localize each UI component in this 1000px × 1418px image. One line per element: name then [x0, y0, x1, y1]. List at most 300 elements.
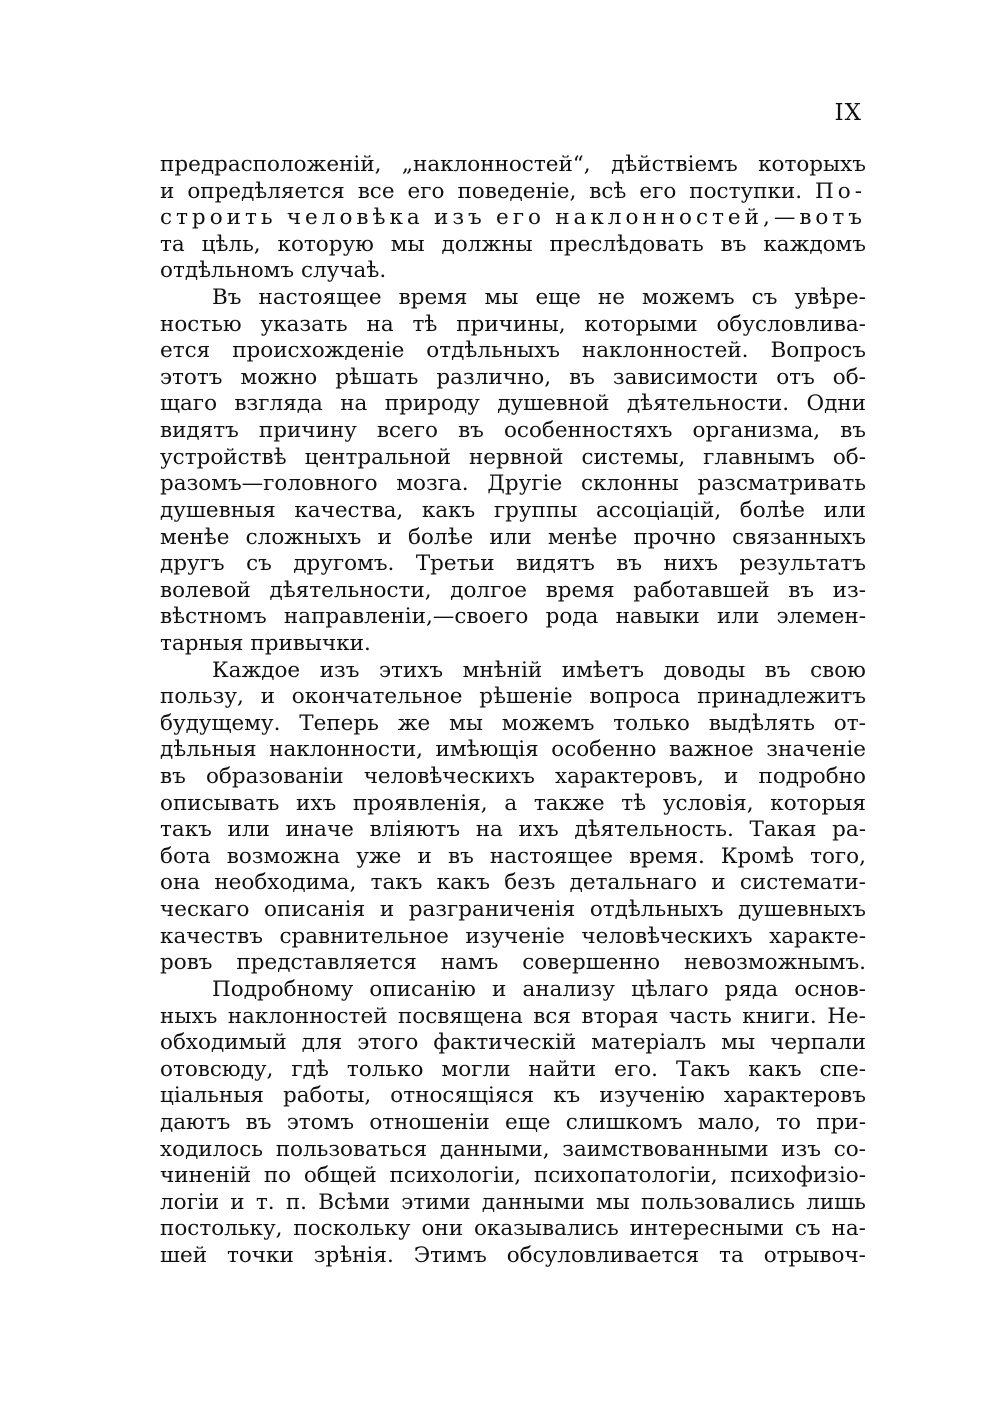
- word: настоящее: [489, 843, 613, 869]
- word: данными,: [439, 1136, 550, 1162]
- word: элемен-: [776, 604, 866, 630]
- word: Не-: [827, 1003, 866, 1029]
- text-line: [160, 1083, 866, 1110]
- word: въ: [458, 418, 484, 444]
- word: изъ: [319, 657, 360, 683]
- word: обусловлива-: [716, 311, 866, 337]
- word: ходилось: [160, 1136, 263, 1162]
- word: Такая: [749, 817, 817, 843]
- word: описывать: [160, 790, 280, 816]
- word: душевныхъ: [738, 897, 866, 923]
- word: которыхъ: [758, 152, 866, 177]
- word: об-: [832, 364, 866, 390]
- word: фактическiй: [433, 1030, 577, 1056]
- word: видятъ: [160, 418, 239, 444]
- word: волевой: [160, 577, 251, 603]
- word: и: [379, 897, 395, 923]
- word: анализу: [522, 976, 615, 1002]
- word: время: [398, 285, 468, 311]
- word: спе-: [819, 1056, 866, 1082]
- word: сравнительное: [279, 923, 449, 949]
- text-line: [160, 578, 866, 605]
- word: данными: [481, 1189, 585, 1215]
- text-line: [160, 1216, 866, 1243]
- word: при-: [816, 1109, 866, 1135]
- word: отдѣльныхъ: [426, 338, 560, 364]
- word: образованiи: [205, 764, 344, 790]
- word: на: [475, 817, 503, 843]
- word: окончательное: [291, 684, 463, 710]
- word: его: [639, 178, 677, 204]
- word: природу: [384, 391, 480, 417]
- text-line: [160, 977, 866, 1004]
- word: а: [504, 790, 518, 816]
- word: и: [260, 684, 275, 710]
- word: въ: [245, 1109, 272, 1135]
- page-number: IX: [834, 100, 862, 126]
- text-line: [160, 232, 866, 259]
- word: уже: [356, 843, 402, 869]
- word: его: [407, 178, 445, 204]
- word: время.: [629, 843, 705, 869]
- word: они: [421, 1216, 464, 1242]
- word: ра-: [832, 817, 866, 843]
- word: ныхъ: [160, 1003, 218, 1029]
- word: съ: [246, 551, 272, 577]
- word: характе-: [769, 923, 866, 949]
- word: обходимый: [160, 1030, 287, 1056]
- word: поскольку: [293, 1216, 411, 1242]
- word: предрасположенiй,: [160, 152, 382, 177]
- word: книги.: [742, 1003, 817, 1029]
- word: мало,: [697, 1109, 761, 1135]
- word: или: [823, 497, 866, 523]
- text-line: [160, 604, 866, 631]
- word: или: [227, 817, 270, 843]
- word: слишкомъ: [565, 1109, 683, 1135]
- word: съ: [794, 1216, 821, 1242]
- word: нихъ: [663, 551, 719, 577]
- word: долгое: [450, 577, 528, 603]
- word: по: [263, 1163, 292, 1189]
- word: дѣйствiемъ: [611, 152, 738, 177]
- word: намъ: [440, 950, 499, 976]
- word: также: [533, 790, 605, 816]
- word: Одни: [806, 391, 866, 417]
- text-line: [160, 1137, 866, 1164]
- word: „наклонностей“,: [401, 152, 591, 177]
- word: даютъ: [160, 1109, 231, 1135]
- word: все: [357, 178, 395, 204]
- word: отовсюду,: [160, 1056, 274, 1082]
- word: описанiя: [264, 897, 366, 923]
- text-line: [160, 152, 866, 179]
- word: наклонности,: [269, 737, 424, 763]
- text-line: [160, 1190, 866, 1217]
- word: мы: [595, 1189, 630, 1215]
- word: можемъ: [642, 285, 735, 311]
- text-line: [160, 924, 866, 951]
- word: еще: [505, 1109, 551, 1135]
- word: причины,: [456, 311, 566, 337]
- text-line: [160, 205, 866, 232]
- word: навыки: [615, 604, 700, 630]
- word: съ: [751, 285, 778, 311]
- word: нервной: [468, 444, 564, 470]
- text-line: [160, 737, 866, 764]
- word: организма,: [692, 418, 821, 444]
- word: невозможнымъ.: [684, 950, 866, 976]
- word: изъ: [781, 1136, 821, 1162]
- word: заимствованными: [562, 1136, 769, 1162]
- word: на: [340, 391, 368, 417]
- word: поведенiе,: [457, 178, 577, 204]
- word: щаго: [160, 391, 218, 417]
- word: наклонностей.: [581, 338, 749, 364]
- word: Каждое: [212, 657, 301, 683]
- word: разомъ—головного: [160, 471, 378, 497]
- word: склонны: [580, 471, 679, 497]
- word: Третьи: [415, 551, 495, 577]
- word: ихъ: [518, 817, 559, 843]
- word: значенiе: [766, 737, 866, 763]
- word: разсматривать: [697, 471, 866, 497]
- word: Въ: [212, 285, 242, 311]
- word: психопатологiи,: [533, 1163, 718, 1189]
- text-line: [160, 1110, 866, 1137]
- text-line: [160, 365, 866, 392]
- word: Этимъ: [413, 1242, 487, 1268]
- text-line: [160, 631, 866, 658]
- word: мы: [390, 231, 425, 257]
- word: зависимости: [612, 364, 759, 390]
- word: же: [397, 710, 431, 736]
- word: могли: [441, 1056, 511, 1082]
- word: его.: [614, 1056, 658, 1082]
- word: от-: [833, 710, 866, 736]
- word: чиненiй: [160, 1163, 252, 1189]
- word: устройствѣ: [160, 444, 287, 470]
- word: и: [492, 976, 507, 1002]
- word: детальнаго: [569, 870, 698, 896]
- word: причину: [258, 418, 357, 444]
- word: въ: [569, 364, 595, 390]
- word: дѣльныя: [160, 737, 257, 763]
- word: особенно: [551, 737, 657, 763]
- word: общей: [303, 1163, 377, 1189]
- word: которыми: [584, 311, 698, 337]
- word: взгляда: [234, 391, 323, 417]
- text-line: [160, 445, 866, 472]
- word: изъ: [433, 205, 486, 231]
- word: настоящее: [258, 285, 382, 311]
- word: тѣ: [412, 311, 438, 337]
- word: разграниченiя: [408, 897, 576, 923]
- text-line: [160, 897, 866, 924]
- word: подробно: [758, 764, 866, 790]
- word: такъ: [370, 870, 423, 896]
- word: человѣческихъ: [581, 923, 753, 949]
- word: преслѣдовать: [549, 231, 704, 257]
- word: какъ: [421, 497, 476, 523]
- word: бота: [160, 843, 211, 869]
- word: другомъ.: [293, 551, 395, 577]
- word: прочно: [633, 524, 716, 550]
- word: рѣшать: [335, 364, 419, 390]
- word: въ: [616, 551, 643, 577]
- word: цѣль,: [201, 231, 261, 257]
- word: шей: [160, 1242, 208, 1268]
- word: его: [496, 205, 545, 231]
- word: этими: [401, 1189, 471, 1215]
- word: строить: [160, 205, 277, 231]
- word: на: [366, 311, 394, 337]
- word: работы,: [282, 1083, 372, 1109]
- word: поступки.: [689, 178, 803, 204]
- word: будущему.: [160, 710, 281, 736]
- word: каждомъ: [763, 231, 866, 257]
- word: Подробному: [212, 976, 354, 1002]
- word: цiальныя: [160, 1083, 264, 1109]
- text-line: [160, 791, 866, 818]
- word: характеровъ,: [555, 764, 704, 790]
- word: изученiю: [599, 1083, 705, 1109]
- word: качествъ: [160, 923, 263, 949]
- word: ровъ: [160, 950, 213, 976]
- word: описанiю: [369, 976, 476, 1002]
- word: результатъ: [739, 551, 866, 577]
- word: условiя,: [662, 790, 754, 816]
- word: ассоцiацiй,: [595, 497, 722, 523]
- word: только: [613, 710, 690, 736]
- word: дѣятельности.: [626, 391, 790, 417]
- word: и: [724, 764, 739, 790]
- word: центральной: [304, 444, 451, 470]
- word: представляется: [236, 950, 417, 976]
- word: со-: [833, 1136, 866, 1162]
- word: качества,: [294, 497, 404, 523]
- text-line: [160, 764, 866, 791]
- word: логiи: [160, 1189, 220, 1215]
- text-line: [160, 1057, 866, 1084]
- word: пользовались: [641, 1189, 795, 1215]
- word: тѣ: [621, 790, 647, 816]
- text-line: [160, 258, 866, 285]
- word: ряда: [724, 976, 779, 1002]
- text-line: [160, 179, 866, 206]
- word: лишь: [806, 1189, 866, 1215]
- word: душевныя: [160, 497, 276, 523]
- word: въ: [447, 843, 474, 869]
- word: только: [346, 1056, 424, 1082]
- word: болѣе: [407, 524, 474, 550]
- word: Такъ: [675, 1056, 731, 1082]
- word: оказывались: [473, 1216, 619, 1242]
- word: из-: [832, 577, 866, 603]
- word: системати-: [739, 870, 866, 896]
- word: найти: [528, 1056, 597, 1082]
- word: та: [719, 1242, 744, 1268]
- word: указать: [260, 311, 348, 337]
- word: можемъ: [501, 710, 595, 736]
- word: черпали: [770, 1030, 866, 1056]
- word: такъ: [160, 817, 212, 843]
- word: пользу,: [160, 684, 244, 710]
- text-line: [160, 684, 866, 711]
- word: вся: [533, 1003, 571, 1029]
- word: и: [230, 1189, 245, 1215]
- word: увѣре-: [794, 285, 866, 311]
- word: важное: [668, 737, 754, 763]
- word: видятъ: [516, 551, 595, 577]
- word: матерiалъ: [591, 1030, 707, 1056]
- word: вѣстномъ: [160, 604, 267, 630]
- text-line: [160, 817, 866, 844]
- word: наклонностей,—вотъ: [555, 205, 866, 231]
- word: посвящена: [397, 1003, 523, 1029]
- word: какъ: [436, 870, 491, 896]
- word: или: [489, 524, 532, 550]
- word: въ: [788, 577, 815, 603]
- word: характеровъ: [723, 1083, 866, 1109]
- text-line: [160, 950, 866, 977]
- word: можно: [240, 364, 318, 390]
- text-line: [160, 471, 866, 498]
- word: влiяютъ: [369, 817, 461, 843]
- word: дѣятельность.: [574, 817, 734, 843]
- word: и: [711, 870, 726, 896]
- word: сложныхъ: [245, 524, 362, 550]
- word: ихъ: [296, 790, 337, 816]
- word: главнымъ: [703, 444, 815, 470]
- word: обсуловливается: [506, 1242, 700, 1268]
- text-line: [160, 711, 866, 738]
- word: Теперь: [299, 710, 379, 736]
- word: для: [301, 1030, 343, 1056]
- word: на-: [831, 1216, 866, 1242]
- text-line: [160, 498, 866, 525]
- word: и: [160, 178, 175, 204]
- word: или: [716, 604, 760, 630]
- text-line: [160, 391, 866, 418]
- word: пользоваться: [275, 1136, 428, 1162]
- word: психологiи,: [389, 1163, 522, 1189]
- text-line: [160, 418, 866, 445]
- word: психофизiо-: [730, 1163, 866, 1189]
- word: какъ: [748, 1056, 802, 1082]
- word: болѣе: [739, 497, 806, 523]
- word: и: [377, 524, 392, 550]
- word: ческаго: [160, 897, 250, 923]
- word: Вопросъ: [770, 338, 866, 364]
- word: свою: [810, 657, 866, 683]
- word: работавшей: [633, 577, 770, 603]
- text-line: [160, 551, 866, 578]
- word: связанныхъ: [732, 524, 866, 550]
- word: въ: [720, 231, 747, 257]
- word: наклонностей: [227, 1003, 388, 1029]
- word: этомъ: [286, 1109, 355, 1135]
- word: зрѣнiя.: [313, 1242, 394, 1268]
- word: мы: [449, 710, 483, 736]
- word: человѣческихъ: [363, 764, 535, 790]
- word: въ: [764, 657, 791, 683]
- word: имѣющiя: [435, 737, 539, 763]
- word: она: [160, 870, 201, 896]
- word: По-: [815, 178, 866, 204]
- word: отношенiи: [369, 1109, 490, 1135]
- word: группы: [493, 497, 578, 523]
- word: системы,: [581, 444, 686, 470]
- word: т.: [255, 1189, 275, 1215]
- text-line: [160, 658, 866, 685]
- word: ностью: [160, 311, 242, 337]
- text-line: [160, 338, 866, 365]
- text-line: [160, 1004, 866, 1031]
- word: часть: [669, 1003, 732, 1029]
- text-line: [160, 844, 866, 871]
- word: различно,: [436, 364, 552, 390]
- text-line: [160, 525, 866, 552]
- word: душевной: [497, 391, 610, 417]
- word: мнѣнiй: [462, 657, 543, 683]
- word: возможна: [226, 843, 341, 869]
- word: которыя: [770, 790, 866, 816]
- word: этотъ: [160, 364, 223, 390]
- word: не: [597, 285, 625, 311]
- word: то: [776, 1109, 801, 1135]
- text-line: [160, 1243, 866, 1270]
- text-line: [160, 312, 866, 339]
- word: точки: [226, 1242, 294, 1268]
- word: гдѣ: [291, 1056, 329, 1082]
- word: вопроса: [589, 684, 681, 710]
- word: относящiяся: [390, 1083, 535, 1109]
- word: направленiи,—своего: [283, 604, 529, 630]
- word: въ: [160, 764, 186, 790]
- word: опредѣляется: [187, 178, 345, 204]
- word: Другiе: [487, 471, 563, 497]
- word: имѣетъ: [561, 657, 645, 683]
- word: выдѣлять: [708, 710, 815, 736]
- word: мы: [484, 285, 519, 311]
- word: мы: [721, 1030, 756, 1056]
- word: интересными: [629, 1216, 784, 1242]
- word: Всѣми: [318, 1189, 391, 1215]
- word: совершенно: [522, 950, 661, 976]
- word: мозга.: [396, 471, 469, 497]
- word: п.: [285, 1189, 307, 1215]
- word: этихъ: [379, 657, 444, 683]
- word: другъ: [160, 551, 225, 577]
- word: происхожденiе: [232, 338, 405, 364]
- word: основ-: [794, 976, 866, 1002]
- word: та: [160, 231, 185, 257]
- word: случаѣ.: [300, 258, 387, 284]
- word: принадлежитъ: [697, 684, 866, 710]
- text-line: [160, 285, 866, 312]
- word: дѣятельности,: [269, 577, 432, 603]
- word: рода: [545, 604, 599, 630]
- word: всего: [376, 418, 438, 444]
- word: об-: [832, 444, 866, 470]
- body-text: [160, 152, 866, 1270]
- word: особенностяхъ: [503, 418, 673, 444]
- word: еще: [535, 285, 581, 311]
- word: проявленiя,: [352, 790, 488, 816]
- word: привычки.: [250, 630, 371, 656]
- word: и: [417, 843, 432, 869]
